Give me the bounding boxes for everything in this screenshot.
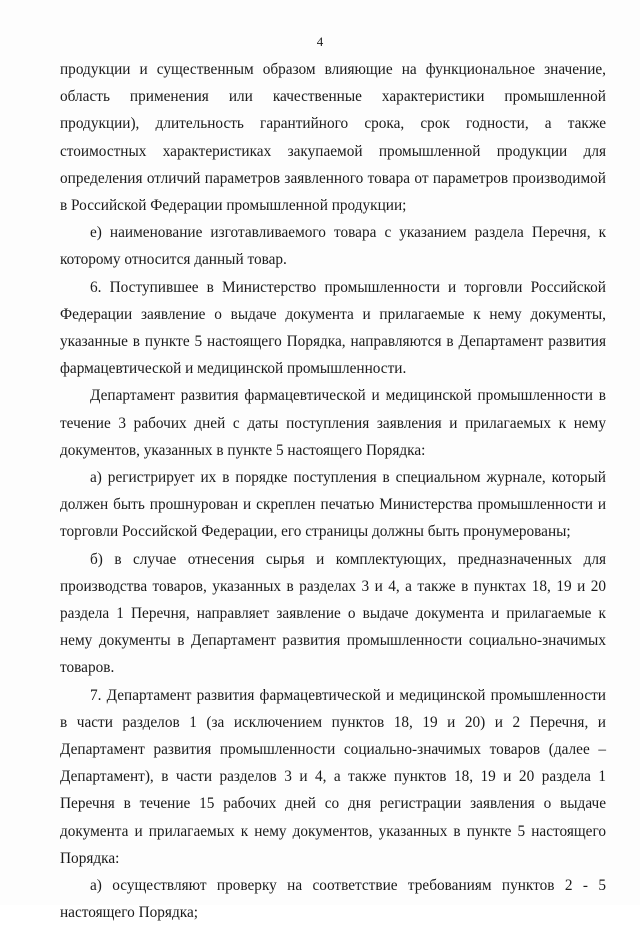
paragraph-department-duties: Департамент развития фармацевтической и медицинской промышленности в течение 3 рабочих дней с даты поступления заявления и прилагаемых к нему документов, указанных в пункте 5 настоящего Порядка: — [60, 387, 606, 459]
paragraph-point-6: 6. Поступившее в Министерство промышленности и торговли Российской Федерации заявление о выдаче документа и прилагаемые к нему документы, указанные в пункте 5 настоящего Порядка, направляются в Департамент развития фармацевтической и медицинской промышленности. — [60, 278, 606, 378]
paragraph-item-a-check: а) осуществляют проверку на соответствие требованиям пунктов 2 - 5 настоящего Порядка; — [60, 877, 606, 922]
paragraph-point-7: 7. Департамент развития фармацевтической и медицинской промышленности в части разделов 1 (за исключением пунктов 18, 19 и 20) и 2 Перечня, и Департамент развития промышленности социально-значимых товаров (далее – Департамент), в части разделов 3 и 4, а также пунктов 18, 19 и 20 раздела 1 Перечня в течение 15 рабочих дней со дня регистрации заявления о выдаче документа и прилагаемых к нему документов, указанных в пункте 5 настоящего Порядка: — [60, 686, 606, 867]
paragraph-continuation: продукции и существенным образом влияющие на функциональное значение, область применения или качественные характеристики промышленной продукции), длительность гарантийного срока, срок годности, а также стоимостных характеристиках закупаемой промышленной продукции для определения отличий параметров заявленного товара от параметров производимой в Российской Федерации промышленной продукции; — [60, 61, 606, 215]
document-body — [60, 56, 606, 927]
paragraph-item-a-register: а) регистрирует их в порядке поступления в специальном журнале, который должен быть прошнурован и скреплен печатью Министерства промышленности и торговли Российской Федерации, его страницы должны быть пронумерованы; — [60, 469, 606, 541]
page-number: 4 — [316, 34, 324, 49]
paragraph-item-e: е) наименование изготавливаемого товара с указанием раздела Перечня, к которому относится данный товар. — [60, 224, 606, 269]
paragraph-item-b-forward: б) в случае отнесения сырья и комплектующих, предназначенных для производства товаров, указанных в разделах 3 и 4, а также в пунктах 18, 19 и 20 раздела 1 Перечня, направляет заявление о выдаче документа и прилагаемые к нему документы в Департамент развития промышленности социально-значимых товаров. — [60, 550, 606, 677]
